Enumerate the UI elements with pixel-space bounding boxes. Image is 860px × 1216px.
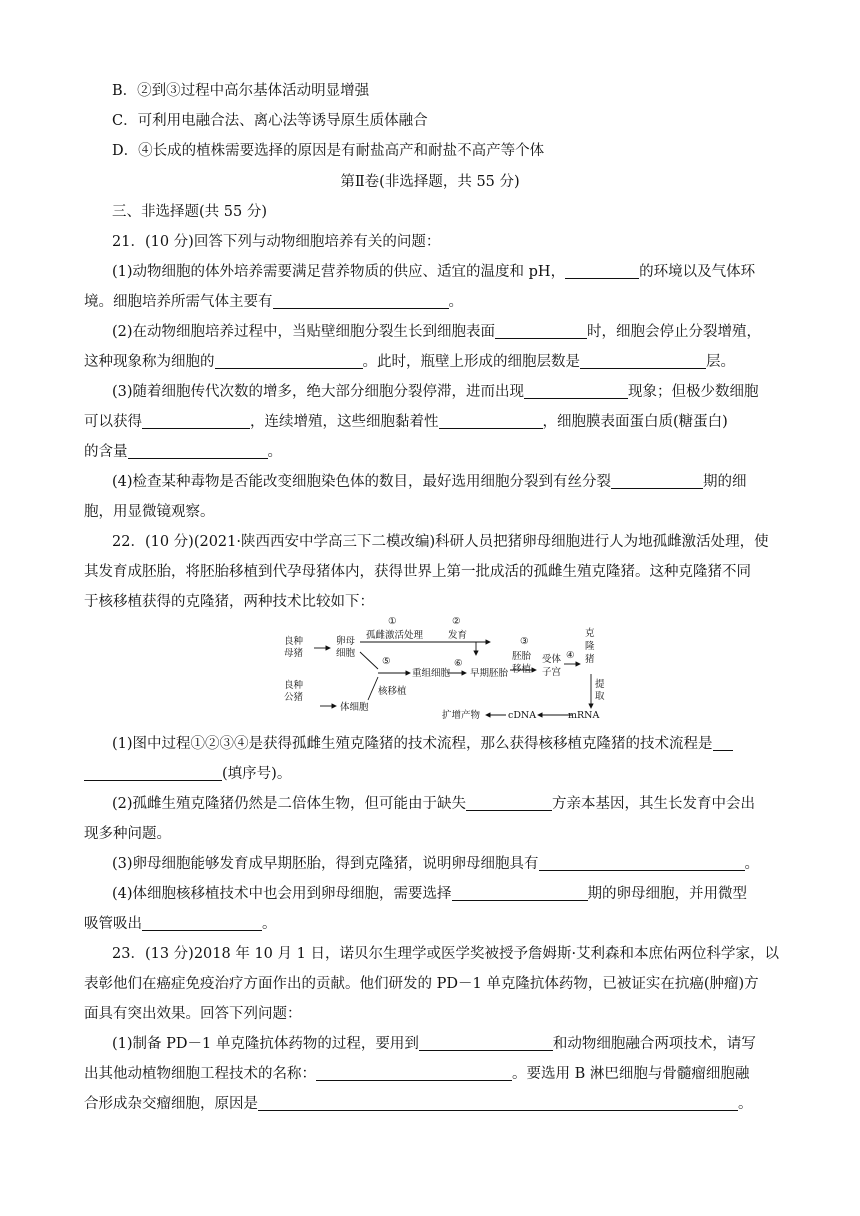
answer-blank[interactable] [495,323,587,339]
q21-stem: 21．(10 分)回答下列与动物细胞培养有关的问题： [112,234,441,250]
q23-p1-line3 [84,1093,776,1115]
q21-p3-line1 [112,381,776,403]
text: (1)制备 PD－1 单克隆抗体药物的过程，要用到 [112,1036,419,1052]
step-number: ③ [520,636,529,647]
text: ，连续增殖，这些细胞黏着性 [250,414,439,430]
text: 出其他动植物细胞工程技术的名称： [84,1066,316,1082]
q23-p1-line1 [112,1033,776,1055]
answer-blank[interactable] [142,915,262,931]
label-oocyte: 卵母 [336,636,356,647]
section-three-heading: 三、非选择题(共 55 分) [112,204,267,220]
q21-p1-line1 [112,261,776,283]
q21-p1-line2 [84,291,776,313]
label-male-pig: 公猪 [284,692,304,703]
step-number: ④ [566,650,575,661]
label-somatic-cell: 体细胞 [340,702,369,713]
text: (2)孤雌生殖克隆猪仍然是二倍体生物，但可能由于缺失 [112,796,467,812]
text: 境。细胞培养所需气体主要有 [84,294,273,310]
label-early-embryo: 早期胚胎 [470,668,509,679]
label-cdna: cDNA [508,710,537,721]
q22-stem-line1: 22．(10 分)(2021·陕西西安中学高三下二模改编)科研人员把猪卵母细胞进行人为地孤雌激活处理，使 [112,534,769,550]
answer-blank[interactable] [565,263,639,279]
q22-p3-line1 [112,853,776,875]
answer-blank[interactable] [611,473,703,489]
q21-p4-line1 [112,471,776,493]
answer-blank[interactable] [439,413,543,429]
text: (1)动物细胞的体外培养需要满足营养物质的供应、适宜的温度和 pH， [112,264,566,280]
q22-p4-line2 [84,913,776,935]
q22-stem-line2: 其发育成胚胎，将胚胎移植到代孕母猪体内，获得世界上第一批成活的孤雌生殖克隆猪。这种克隆猪不同 [84,564,751,580]
text: (4)检查某种毒物是否能改变细胞染色体的数目，最好选用细胞分裂到有丝分裂 [112,474,612,490]
answer-blank[interactable] [142,413,250,429]
text: 方亲本基因，其生长发育中会出 [552,796,756,812]
label-oocyte: 细胞 [336,648,356,659]
text: 的含量 [84,444,128,460]
label-female-pig: 良种 [284,636,304,647]
answer-blank[interactable] [452,885,588,901]
label-embryo-transfer: 移植 [512,664,532,675]
answer-blank[interactable] [258,1095,738,1111]
text: 期的卵母细胞，并用微型 [587,886,748,902]
answer-blank[interactable] [524,383,628,399]
label-extract: 取 [595,691,605,702]
label-nuclear-transfer: 核移植 [378,686,407,697]
q22-p2-line2: 现多种问题。 [84,826,171,842]
text: 。 [262,916,277,932]
label-recipient-uterus: 子宫 [542,667,562,678]
label-mrna: mRNA [568,710,600,721]
text: (1)图中过程①②③④是获得孤雌生殖克隆猪的技术流程，那么获得核移植克隆猪的技术流程是 [112,736,713,752]
q21-p3-line3 [84,441,776,463]
step-number: ① [388,616,397,627]
answer-blank[interactable] [539,855,745,871]
q22-p1-line2 [84,763,776,785]
text: (4)体细胞核移植技术中也会用到卵母细胞，需要选择 [112,886,452,902]
answer-blank[interactable] [316,1065,512,1081]
text: 可以获得 [84,414,142,430]
label-embryo-transfer: 胚胎 [512,651,532,662]
text: 现象；但极少数细胞 [628,384,759,400]
cloning-flow-diagram [280,612,620,722]
text: 吸管吸出 [84,916,142,932]
text: 。 [267,444,282,460]
label-develop: 发育 [448,630,468,641]
q21-p2-line2 [84,351,776,373]
text: 的环境以及气体环 [639,264,756,280]
label-extract: 提 [595,679,605,690]
text: ，细胞膜表面蛋白质(糖蛋白) [542,414,728,430]
text: 和动物细胞融合两项技术，请写 [552,1036,756,1052]
text: 时，细胞会停止分裂增殖， [587,324,762,340]
label-clone-pig: 猪 [585,654,595,665]
step-number: ⑥ [454,658,463,669]
q22-p2-line1 [112,793,776,815]
label-recombined-cell: 重组细胞 [412,668,451,679]
label-amplified-product: 扩增产物 [442,710,481,721]
answer-blank[interactable] [419,1035,553,1051]
answer-blank[interactable] [580,353,706,369]
q22-p4-line1 [112,883,776,905]
text: 。此时，瓶壁上形成的细胞层数是 [362,354,580,370]
text: 期的细 [703,474,747,490]
answer-blank[interactable] [273,293,449,309]
connector-line [360,652,378,669]
option-c: C．可利用电融合法、离心法等诱导原生质体融合 [112,113,428,129]
text: 。 [738,1096,753,1112]
text: 。 [448,294,463,310]
answer-blank[interactable] [215,353,363,369]
text: (2)在动物细胞培养过程中，当贴壁细胞分裂生长到细胞表面 [112,324,496,340]
q22-p1-line1 [112,733,776,755]
text: 。要选用 B 淋巴细胞与骨髓瘤细胞融 [512,1066,750,1082]
text: (3)卵母细胞能够发育成早期胚胎，得到克隆猪，说明卵母细胞具有 [112,856,539,872]
label-recipient-uterus: 受体 [542,654,562,665]
answer-blank[interactable] [84,765,222,781]
label-clone-pig: 隆 [585,641,595,652]
q22-stem-line3: 于核移植获得的克隆猪，两种技术比较如下： [84,594,374,610]
option-b: B．②到③过程中高尔基体活动明显增强 [112,83,370,99]
label-clone-pig: 克 [585,628,595,639]
text: (3)随着细胞传代次数的增多，绝大部分细胞分裂停滞，进而出现 [112,384,525,400]
q21-p4-line2: 胞，用显微镜观察。 [84,504,215,520]
option-d: D．④长成的植株需要选择的原因是有耐盐高产和耐盐不高产等个体 [112,143,545,159]
answer-blank[interactable] [128,443,268,459]
q23-stem-line2: 表彰他们在癌症免疫治疗方面作出的贡献。他们研发的 PD－1 单克隆抗体药物，已被证实在抗癌(肿瘤)方 [84,976,759,992]
q23-stem-line1: 23．(13 分)2018 年 10 月 1 日，诺贝尔生理学或医学奖被授予詹姆斯·艾利森和本庶佑两位科学家，以 [112,946,780,962]
section-title: 第Ⅱ卷(非选择题，共 55 分) [340,174,520,190]
label-female-pig: 母猪 [284,648,304,659]
q21-p3-line2 [84,411,776,433]
step-number: ⑤ [382,656,391,667]
text: 合形成杂交瘤细胞，原因是 [84,1096,258,1112]
label-male-pig: 良种 [284,680,304,691]
q23-stem-line3: 面具有突出效果。回答下列问题： [84,1006,302,1022]
q23-p1-line2 [84,1063,776,1085]
label-activation: 孤雌激活处理 [366,630,424,641]
step-number: ② [452,616,461,627]
text: 层。 [706,354,735,370]
text: 。 [744,856,760,872]
text: 这种现象称为细胞的 [84,354,215,370]
answer-blank[interactable] [466,795,552,811]
answer-blank[interactable] [713,735,733,751]
q21-p2-line1 [112,321,776,343]
text: (填序号)。 [222,766,292,782]
connector-line [368,677,378,700]
